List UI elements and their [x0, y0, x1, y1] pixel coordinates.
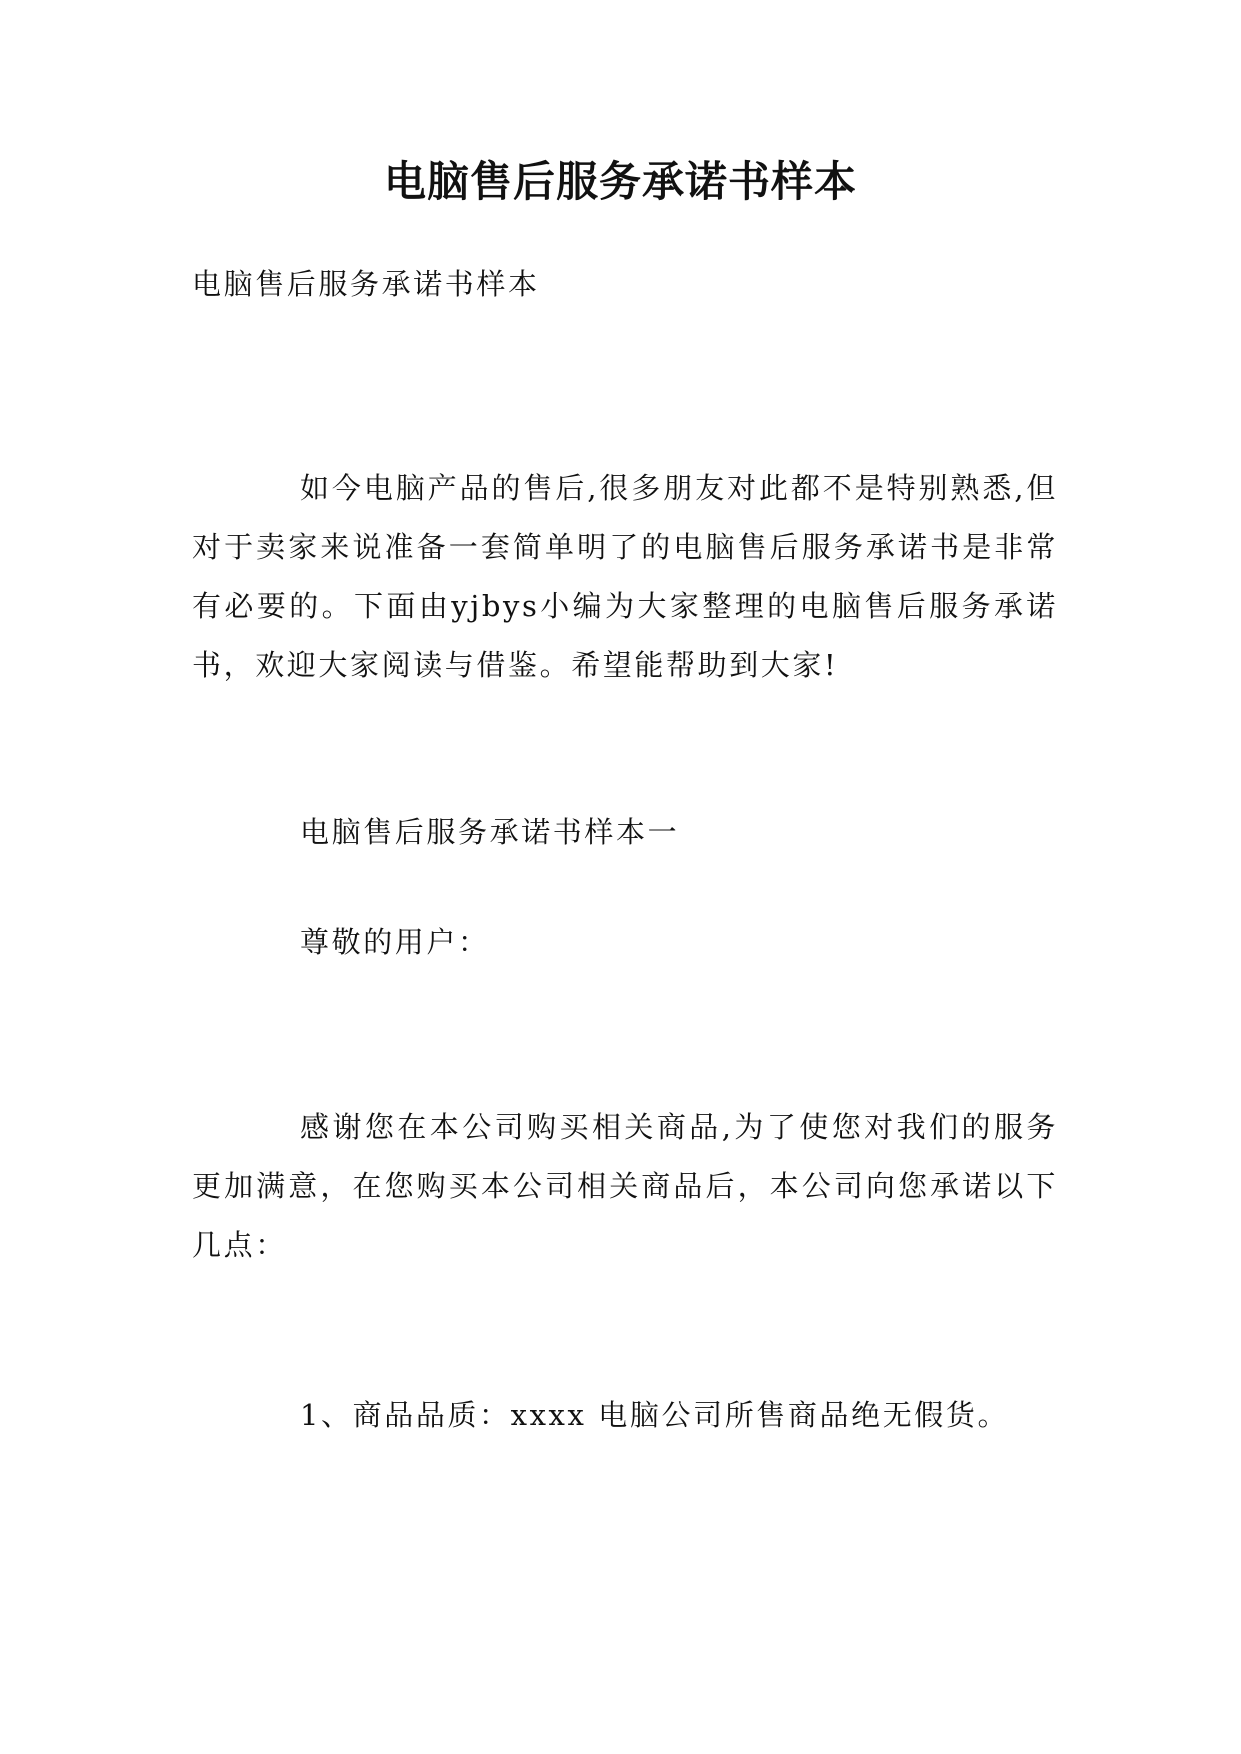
promise-item-1: 1、商品品质：xxxx 电脑公司所售商品绝无假货。 [300, 1398, 1010, 1432]
body-paragraph: 感谢您在本公司购买相关商品,为了使您对我们的服务更加满意，在您购买本公司相关商品后，本公司向您承诺以下几点： [192, 1110, 1058, 1262]
salutation: 尊敬的用户： [300, 925, 490, 959]
document-title: 电脑售后服务承诺书样本 [383, 157, 857, 206]
document-subtitle: 电脑售后服务承诺书样本 [192, 267, 540, 301]
intro-paragraph: 如今电脑产品的售后,很多朋友对此都不是特别熟悉,但对于卖家来说准备一套简单明了的电脑售后服务承诺书是非常有必要的。下面由yjbys小编为大家整理的电脑售后服务承诺书，欢迎大家阅读与借鉴。希望能帮助到大家! [192, 471, 1058, 682]
section-heading: 电脑售后服务承诺书样本一 [300, 815, 680, 849]
